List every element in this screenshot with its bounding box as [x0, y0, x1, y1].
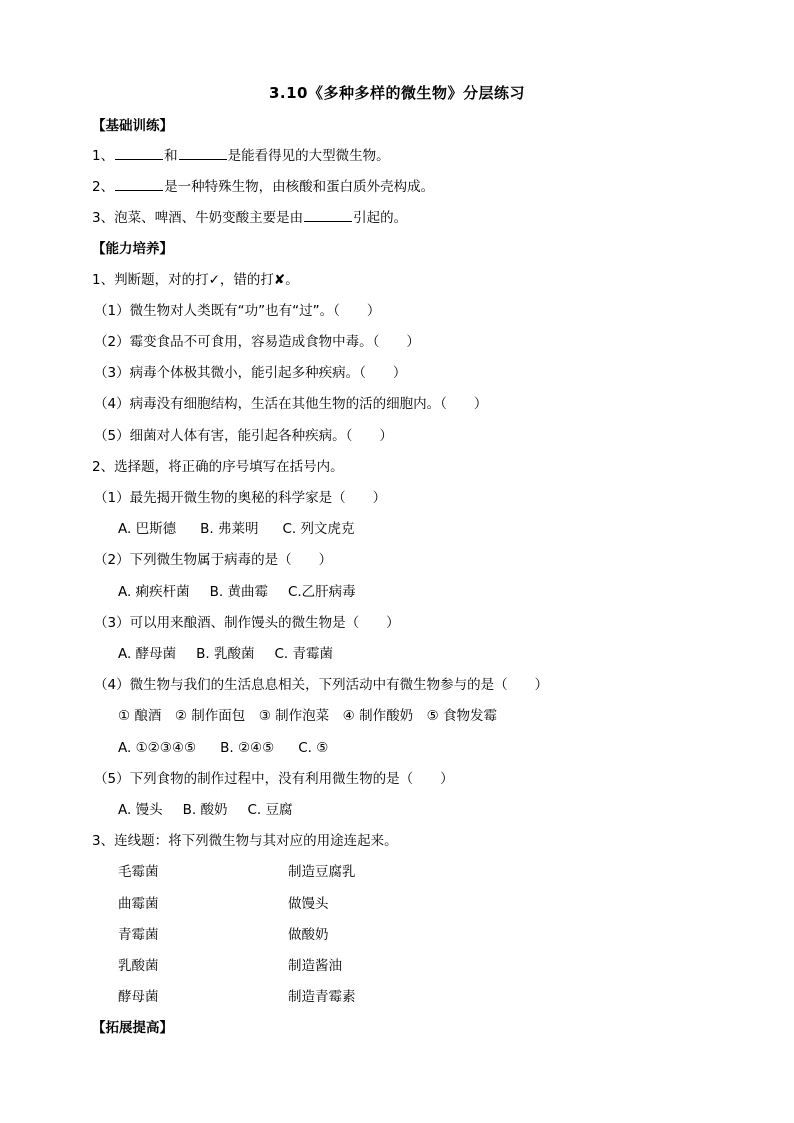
option-c[interactable]: C. 列文虎克: [282, 521, 355, 537]
section-basic-heading: 【基础训练】: [92, 118, 173, 134]
choice-q3-stem: （3）可以用来酿酒、制作馒头的微生物是（ ）: [94, 615, 400, 631]
q2-text: 是一种特殊生物，由核酸和蛋白质外壳构成。: [164, 179, 435, 195]
choice-q2-stem: （2）下列微生物属于病毒的是（ ）: [94, 552, 333, 568]
option-a[interactable]: A. 馒头: [118, 802, 163, 818]
matching-heading: 3、连线题：将下列微生物与其对应的用途连起来。: [92, 833, 398, 849]
page-title: 3.10《多种多样的微生物》分层练习: [268, 84, 525, 102]
option-a[interactable]: A. 痢疾杆菌: [118, 584, 190, 600]
matching-left-item[interactable]: 曲霉菌: [118, 896, 159, 912]
judge-item: （2）霉变食品不可食用，容易造成食物中毒。（ ）: [94, 334, 420, 350]
option-b[interactable]: B. 黄曲霉: [209, 584, 268, 600]
option-b[interactable]: B. 弗莱明: [200, 521, 259, 537]
matching-right-item[interactable]: 制造酱油: [288, 958, 342, 974]
option-c[interactable]: C. 豆腐: [247, 802, 293, 818]
matching-right-item[interactable]: 做馒头: [288, 896, 329, 912]
option-a[interactable]: A. 酵母菌: [118, 646, 177, 662]
basic-question-2: [92, 178, 434, 196]
q1-number: 1、: [92, 148, 115, 164]
option-c[interactable]: C.乙肝病毒: [287, 584, 356, 600]
option-a[interactable]: A. 巴斯德: [118, 521, 177, 537]
q3-suffix: 引起的。: [353, 210, 408, 226]
choice-q3-options: [118, 645, 333, 663]
choice-q1-options: [118, 520, 354, 538]
matching-right-item[interactable]: 做酸奶: [288, 927, 329, 943]
matching-left-item[interactable]: 青霉菌: [118, 927, 159, 943]
matching-left-item[interactable]: 酵母菌: [118, 989, 159, 1005]
choice-q5-stem: （5）下列食物的制作过程中，没有利用微生物的是（ ）: [94, 771, 454, 787]
choice-q2-options: [118, 583, 356, 601]
q2-number: 2、: [92, 179, 115, 195]
choice-heading: 2、选择题，将正确的序号填写在括号内。: [92, 459, 344, 475]
fill-blank[interactable]: [115, 178, 163, 191]
matching-right-item[interactable]: 制造青霉素: [288, 989, 356, 1005]
basic-question-1: [92, 147, 390, 165]
choice-q4-list: ① 酿酒 ② 制作面包 ③ 制作泡菜 ④ 制作酸奶 ⑤ 食物发霉: [118, 708, 497, 724]
judge-item: （5）细菌对人体有害，能引起各种疾病。（ ）: [94, 428, 393, 444]
judge-item: （4）病毒没有细胞结构，生活在其他生物的活的细胞内。（ ）: [94, 396, 488, 412]
fill-blank[interactable]: [115, 147, 163, 160]
choice-q1-stem: （1）最先揭开微生物的奥秘的科学家是（ ）: [94, 490, 387, 506]
matching-right-item[interactable]: 制造豆腐乳: [288, 864, 356, 880]
option-c[interactable]: C. ⑤: [298, 740, 329, 756]
q3-text: 3、泡菜、啤酒、牛奶变酸主要是由: [92, 210, 304, 226]
fill-blank[interactable]: [179, 147, 227, 160]
q1-connector: 和: [164, 148, 178, 164]
q1-text: 是能看得见的大型微生物。: [227, 148, 390, 164]
section-ability-heading: 【能力培养】: [92, 241, 173, 257]
section-extend-heading: 【拓展提高】: [92, 1020, 173, 1036]
choice-q4-stem: （4）微生物与我们的生活息息相关，下列活动中有微生物参与的是（ ）: [94, 677, 549, 693]
choice-q5-options: [118, 801, 292, 819]
judge-item: （3）病毒个体极其微小，能引起多种疾病。（ ）: [94, 365, 407, 381]
judge-heading: 1、判断题，对的打✓，错的打✘。: [92, 272, 299, 288]
choice-q4-options: [118, 739, 328, 757]
matching-left-item[interactable]: 毛霉菌: [118, 864, 159, 880]
fill-blank[interactable]: [304, 209, 352, 222]
option-b[interactable]: B. 酸奶: [182, 802, 228, 818]
matching-left-item[interactable]: 乳酸菌: [118, 958, 159, 974]
option-b[interactable]: B. 乳酸菌: [196, 646, 255, 662]
option-c[interactable]: C. 青霉菌: [274, 646, 333, 662]
option-b[interactable]: B. ②④⑤: [220, 740, 275, 756]
option-a[interactable]: A. ①②③④⑤: [118, 740, 197, 756]
basic-question-3: [92, 209, 407, 227]
judge-item: （1）微生物对人类既有“功”也有“过”。（ ）: [94, 303, 381, 319]
